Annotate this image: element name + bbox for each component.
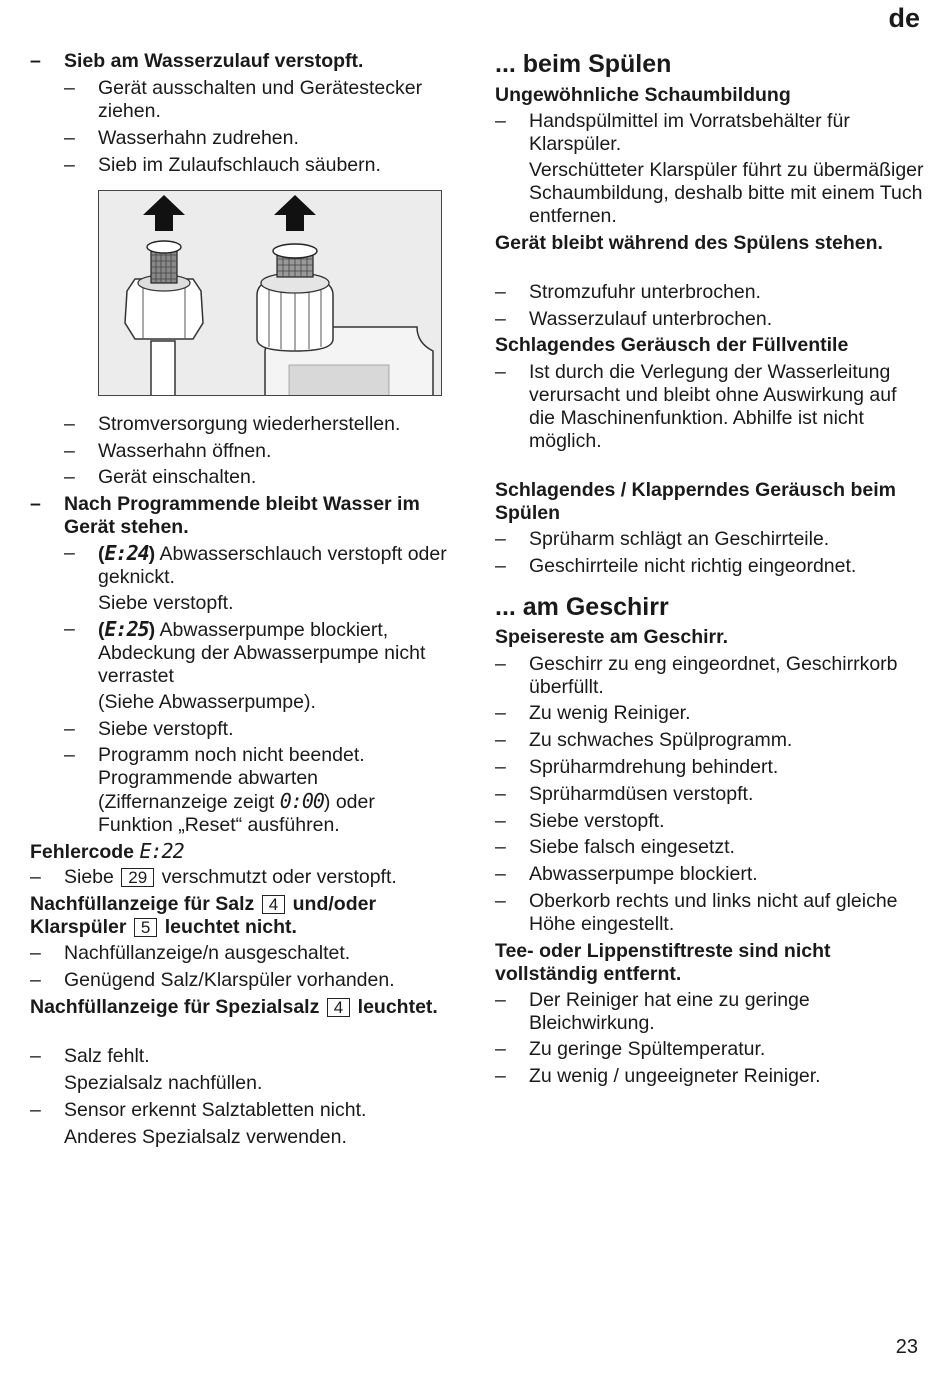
heading-during-wash: ... beim Spülen bbox=[495, 50, 672, 78]
section-title-special-salt: Nachfüllanzeige für Spezialsalz 4 leuchtet. bbox=[30, 996, 438, 1018]
list-item-e24: – (E:24) Abwasserschlauch verstopft oder geknickt. bbox=[64, 541, 447, 588]
language-tag: de bbox=[888, 3, 920, 33]
list-item-note: Anderes Spezialsalz verwenden. bbox=[64, 1126, 347, 1148]
list-item: – Nachfüllanzeige/n ausgeschaltet. bbox=[30, 942, 351, 964]
inlet-filter-illustration bbox=[98, 190, 442, 396]
section-title-inlet-filter: – Sieb am Wasserzulauf verstopft. bbox=[30, 50, 364, 72]
list-item: – Genügend Salz/Klarspüler vorhanden. bbox=[30, 969, 395, 991]
list-item: – Zu wenig / ungeeigneter Reiniger. bbox=[495, 1065, 821, 1087]
section-title-rattling: Schlagendes / Klapperndes Geräusch beim Spülen bbox=[495, 479, 896, 524]
list-item: – Ist durch die Verlegung der Wasserleitung verursacht und bleibt ohne Auswirkung auf die Maschinenfunktion. Abhilfe ist nicht möglich. bbox=[495, 361, 897, 452]
reference-box: 5 bbox=[134, 918, 157, 937]
section-title-tea-lipstick: Tee- oder Lippenstiftreste sind nicht vollständig entfernt. bbox=[495, 940, 831, 985]
list-item-e25: – (E:25) Abwasserpumpe blockiert, Abdeckung der Abwasserpumpe nicht verrastet bbox=[64, 617, 426, 687]
list-item: – Sensor erkennt Salztabletten nicht. bbox=[30, 1099, 367, 1121]
section-title-refill-indicator: Nachfüllanzeige für Salz 4 und/oder Klarspüler 5 leuchtet nicht. bbox=[30, 893, 377, 938]
list-item: – Gerät ausschalten und Gerätestecker ziehen. bbox=[64, 77, 423, 122]
list-item-note: Spezialsalz nachfüllen. bbox=[64, 1072, 263, 1094]
list-item: – Abwasserpumpe blockiert. bbox=[495, 863, 758, 885]
list-item: – Siebe falsch eingesetzt. bbox=[495, 836, 735, 858]
list-item: – Wasserzulauf unterbrochen. bbox=[495, 308, 773, 330]
list-item: – Siebe 29 verschmutzt oder verstopft. bbox=[30, 866, 397, 888]
section-title-foam: Ungewöhnliche Schaumbildung bbox=[495, 84, 791, 106]
list-item: – Siebe verstopft. bbox=[64, 718, 234, 740]
section-title-stops: Gerät bleibt während des Spülens stehen. bbox=[495, 232, 883, 254]
list-item: – Handspülmittel im Vorratsbehälter für Klarspüler. bbox=[495, 110, 850, 155]
list-item: – Der Reiniger hat eine zu geringe Bleichwirkung. bbox=[495, 989, 810, 1034]
list-item: – Stromzufuhr unterbrochen. bbox=[495, 281, 761, 303]
error-code-e24: E:24 bbox=[104, 541, 149, 565]
list-item: – Gerät einschalten. bbox=[64, 466, 257, 488]
list-item: – Zu geringe Spültemperatur. bbox=[495, 1038, 766, 1060]
list-item: – Programm noch nicht beendet. Programmende abwarten (Ziffernanzeige zeigt 0:00) oder Funktion „Reset“ ausführen. bbox=[64, 744, 375, 836]
error-code-e25: E:25 bbox=[104, 617, 149, 641]
reference-box: 4 bbox=[262, 895, 285, 914]
section-title-valve-noise: Schlagendes Geräusch der Füllventile bbox=[495, 334, 849, 356]
list-item: – Wasserhahn öffnen. bbox=[64, 440, 272, 462]
section-title-water-remains: – Nach Programmende bleibt Wasser im Gerät stehen. bbox=[30, 493, 420, 538]
list-item: – Sprüharmdrehung behindert. bbox=[495, 756, 779, 778]
reference-box: 29 bbox=[121, 868, 154, 887]
list-item-note: (Siehe Abwasserpumpe). bbox=[98, 691, 316, 713]
list-item: – Zu schwaches Spülprogramm. bbox=[495, 729, 793, 751]
list-item-note: Verschütteter Klarspüler führt zu übermäßiger Schaumbildung, deshalb bitte mit einem Tuch entfernen. bbox=[529, 159, 924, 227]
error-code-e22: E:22 bbox=[139, 839, 184, 863]
list-item: – Siebe verstopft. bbox=[495, 810, 665, 832]
list-item: – Zu wenig Reiniger. bbox=[495, 702, 691, 724]
list-item-note: Siebe verstopft. bbox=[98, 592, 234, 614]
page-number: 23 bbox=[895, 1336, 918, 1358]
display-code-000: 0:00 bbox=[279, 789, 324, 813]
list-item: – Sprüharmdüsen verstopft. bbox=[495, 783, 754, 805]
section-title-food-residue: Speisereste am Geschirr. bbox=[495, 626, 729, 648]
list-item: – Sprüharm schlägt an Geschirrteile. bbox=[495, 528, 830, 550]
list-item: – Salz fehlt. bbox=[30, 1045, 150, 1067]
list-item: – Sieb im Zulaufschlauch säubern. bbox=[64, 154, 381, 176]
hose-filter-drawing bbox=[99, 191, 442, 396]
list-item: – Geschirr zu eng eingeordnet, Geschirrkorb überfüllt. bbox=[495, 653, 898, 698]
reference-box: 4 bbox=[327, 998, 350, 1017]
list-item: – Geschirrteile nicht richtig eingeordnet. bbox=[495, 555, 857, 577]
list-item: – Stromversorgung wiederherstellen. bbox=[64, 413, 401, 435]
section-title-error-e22: Fehlercode E:22 bbox=[30, 839, 184, 863]
list-item: – Oberkorb rechts und links nicht auf gleiche Höhe eingestellt. bbox=[495, 890, 898, 935]
list-item: – Wasserhahn zudrehen. bbox=[64, 127, 299, 149]
heading-on-dishes: ... am Geschirr bbox=[495, 593, 669, 621]
